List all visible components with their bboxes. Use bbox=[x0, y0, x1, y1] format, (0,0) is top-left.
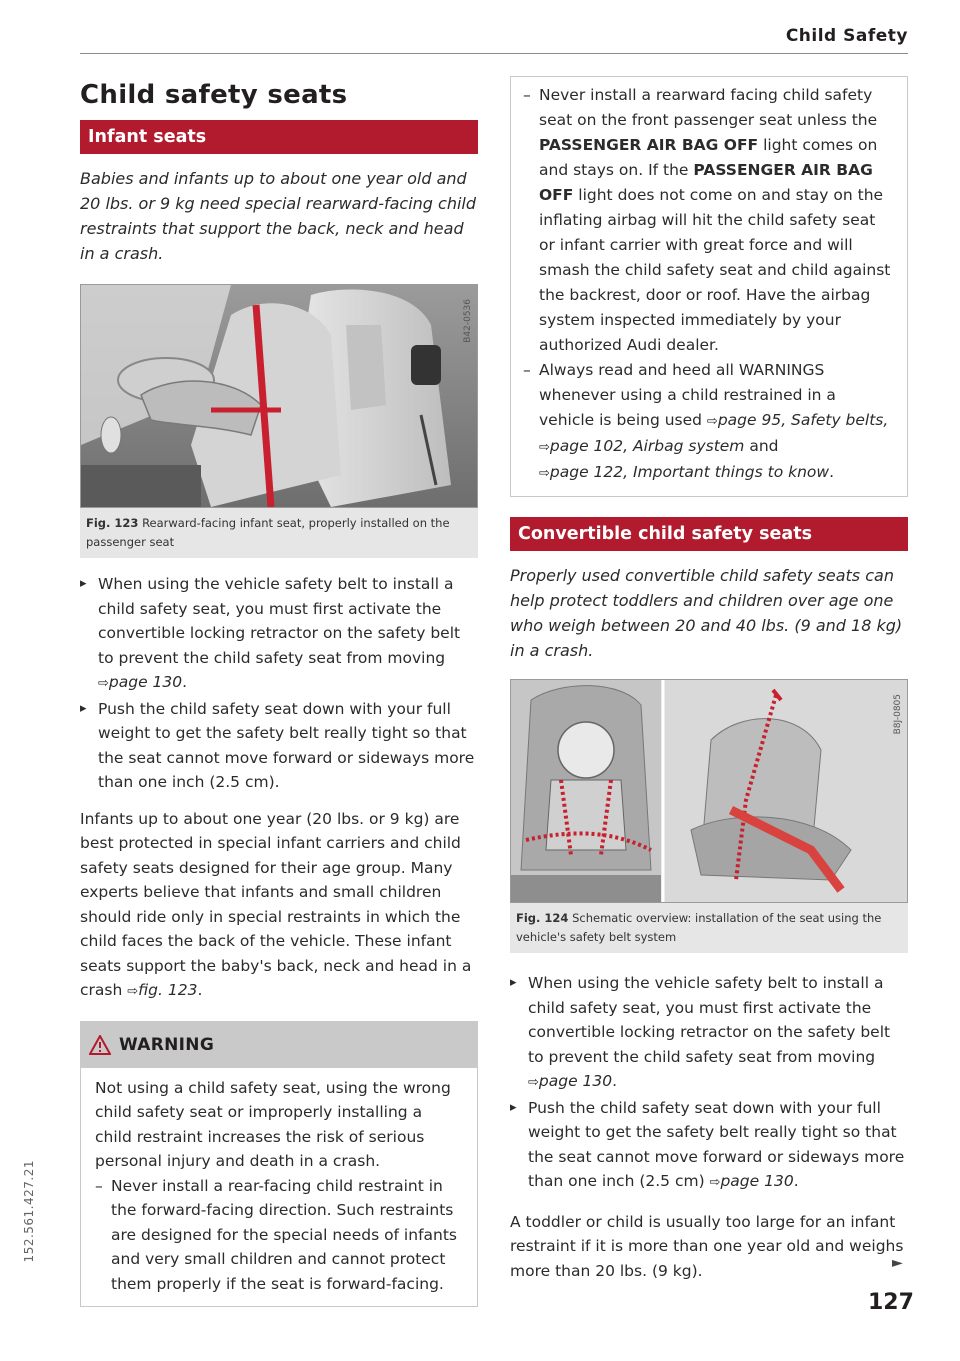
infant-bullet-list bbox=[80, 572, 478, 795]
xref-link-fig-123[interactable]: ⇨fig. 123 bbox=[127, 981, 198, 999]
convertible-seats-intro: Properly used convertible child safety seats can help protect toddlers and children over age one who weigh between 20 and 40 lbs. (9 and 18 kg) in a crash. bbox=[510, 566, 903, 660]
warning-cont-item-1: – Never install a rearward facing child safety seat on the front passenger seat unless the PASSENGER AIR BAG OFF light comes on and stays on. If the PASSENGER AIR BAG OFF light does not come on and stay on the inflating airbag will hit the child safety seat or infant carrier with great force and will smash the child safety seat and child against the backrest, door or roof. Have the airbag system inspected immediately by your authorized Audi dealer. bbox=[523, 83, 895, 358]
infant-seats-intro: Babies and infants up to about one year old and 20 lbs. or 9 kg need special rearward-facing child restraints that support the back, neck and head in a crash. bbox=[80, 169, 477, 263]
warning-continued bbox=[510, 76, 908, 497]
xref-link[interactable]: ⇨page 130 bbox=[709, 1172, 794, 1190]
convertible-bullet-list bbox=[510, 971, 908, 1196]
figure-124-id: B8J-0805 bbox=[893, 694, 903, 735]
warning-cont-item-2: – Always read and heed all WARNINGS whenever using a child restrained in a vehicle is being used ⇨page 95, Safety belts, ⇨page 102, Airbag system and ⇨page 122, Important things to know. bbox=[523, 358, 895, 486]
convertible-seats-heading: Convertible child safety seats bbox=[510, 517, 908, 551]
warning-continued-list bbox=[523, 83, 895, 486]
page-number: 127 bbox=[868, 1290, 914, 1315]
infant-paragraph: Infants up to about one year (20 lbs. or 9 kg) are best protected in special infant carriers and child safety seats designed for their age group. Many experts believe that infants and small children should ride only in special restraints in which the child faces the back of the vehicle. These infant seats support the baby's back, neck and head in a crash ⇨fig. 123. bbox=[80, 809, 472, 999]
figure-124-image bbox=[510, 679, 908, 903]
right-column bbox=[510, 76, 908, 1283]
running-head bbox=[80, 26, 908, 54]
xref-link[interactable]: ⇨page 130 bbox=[528, 1072, 613, 1090]
xref-airbag-system[interactable]: ⇨page 102, Airbag system bbox=[539, 437, 745, 455]
warning-list bbox=[95, 1174, 463, 1297]
figure-123 bbox=[80, 284, 478, 558]
figure-123-caption-text: Rearward-facing infant seat, properly installed on the passenger seat bbox=[86, 516, 450, 549]
left-column bbox=[80, 74, 478, 1307]
warning-box bbox=[80, 1021, 478, 1308]
side-code: 152.561.427.21 bbox=[22, 1160, 36, 1263]
infant-bullet-1: ▸ When using the vehicle safety belt to install a child safety seat, you must first activate the convertible locking retractor on the safety belt to prevent the child safety seat from moving ⇨page 130. bbox=[80, 572, 478, 697]
xref-important-things[interactable]: ⇨page 122, Important things to know bbox=[539, 463, 830, 481]
running-head-title: Child Safety bbox=[785, 26, 908, 46]
figure-123-caption bbox=[80, 508, 478, 558]
infant-bullet-2: ▸ Push the child safety seat down with your full weight to get the safety belt really tight so that the seat cannot move forward or sideways more than one inch (2.5 cm). bbox=[80, 697, 478, 795]
section-title: Child safety seats bbox=[80, 80, 348, 110]
warning-header bbox=[81, 1022, 477, 1068]
figure-124-caption-text: Schematic overview: installation of the seat using the vehicle's safety belt system bbox=[516, 911, 882, 944]
warning-icon bbox=[89, 1035, 111, 1055]
figure-124-label: Fig. 124 bbox=[516, 911, 569, 925]
warning-body bbox=[81, 1068, 477, 1307]
convertible-bullet-1: ▸ When using the vehicle safety belt to install a child safety seat, you must first activate the convertible locking retractor on the safety belt to prevent the child safety seat from moving ⇨page 130. bbox=[510, 971, 908, 1096]
convertible-paragraph: A toddler or child is usually too large for an infant restraint if it is more than one year old and weighs more than 20 lbs. (9 kg). bbox=[510, 1212, 904, 1280]
xref-safety-belts[interactable]: ⇨page 95, Safety belts, bbox=[706, 411, 889, 429]
convertible-bullet-2: ▸ Push the child safety seat down with your full weight to get the safety belt really tight so that the seat cannot move forward or sideways more than one inch (2.5 cm) ⇨page 130. bbox=[510, 1096, 908, 1196]
figure-124-caption bbox=[510, 903, 908, 953]
figure-124 bbox=[510, 679, 908, 953]
figure-123-id: B42-0536 bbox=[463, 299, 473, 343]
warning-text: Not using a child safety seat, using the wrong child safety seat or improperly installing a child restraint increases the risk of serious personal injury and death in a crash. bbox=[95, 1078, 451, 1170]
warning-item-1: – Never install a rear-facing child restraint in the forward-facing direction. Such restraints are designed for the special needs of infants and very small children and cannot protect them properly if the seat is forward-facing. bbox=[95, 1174, 463, 1297]
warning-title: WARNING bbox=[119, 1034, 215, 1055]
infant-seat-illustration bbox=[81, 285, 477, 507]
infant-seats-heading: Infant seats bbox=[80, 120, 478, 154]
continue-arrow-icon: ► bbox=[892, 1255, 903, 1271]
convertible-seat-illustration bbox=[511, 680, 907, 902]
figure-123-label: Fig. 123 bbox=[86, 516, 139, 530]
figure-123-image bbox=[80, 284, 478, 508]
xref-link[interactable]: ⇨page 130 bbox=[98, 673, 183, 691]
